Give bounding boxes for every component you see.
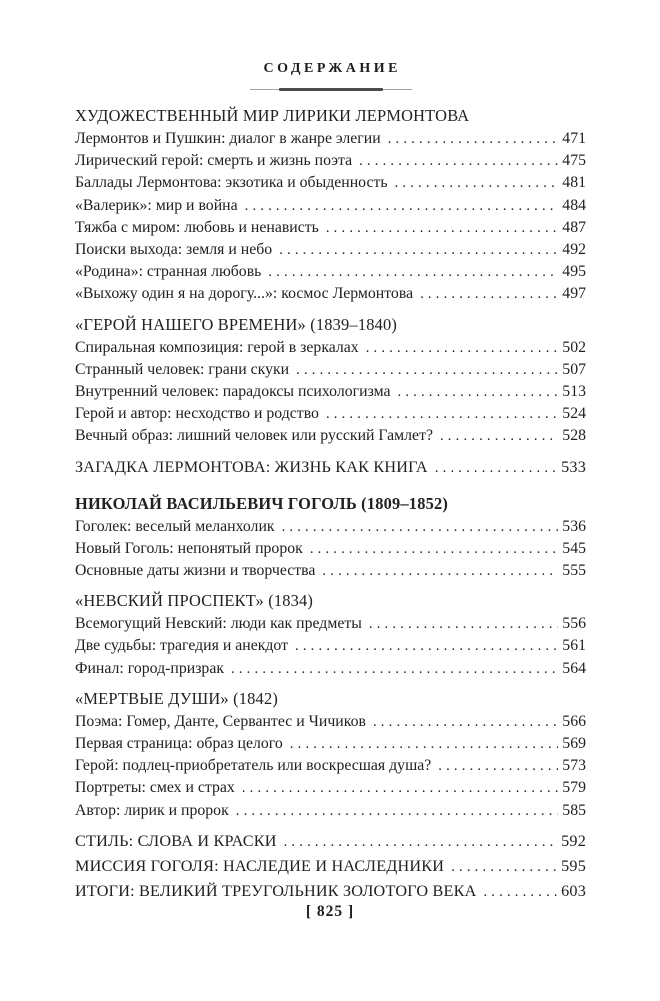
entry-title: Герой и автор: несходство и родство <box>75 405 319 423</box>
entry-title: Автор: лирик и пророк <box>75 801 229 819</box>
dot-leader <box>395 172 559 194</box>
entry-title: «Родина»: странная любовь <box>75 263 262 281</box>
entry-page-number: 561 <box>562 637 586 655</box>
toc-section <box>75 313 586 448</box>
entry-page-number: 564 <box>562 659 586 677</box>
entry-title: Вечный образ: лишний человек или русский Гамлет? <box>75 427 433 445</box>
dot-leader <box>326 217 558 239</box>
entry-title: ИТОГИ: ВЕЛИКИЙ ТРЕУГОЛЬНИК ЗОЛОТОГО ВЕКА <box>75 881 477 900</box>
dot-leader <box>326 403 558 425</box>
toc-entry <box>75 217 586 239</box>
dot-leader <box>290 733 559 755</box>
dot-leader <box>322 560 558 582</box>
entry-page-number: 471 <box>562 130 586 147</box>
dot-leader <box>236 800 559 822</box>
entry-title: Спиральная композиция: герой в зеркалах <box>75 338 359 356</box>
ornament-divider <box>250 88 412 91</box>
dot-leader <box>435 455 557 480</box>
entry-page-number: 495 <box>562 263 586 281</box>
toc-entry <box>75 261 586 283</box>
section-heading: ХУДОЖЕСТВЕННЫЙ МИР ЛИРИКИ ЛЕРМОНТОВА <box>75 106 470 125</box>
toc-entry <box>75 283 586 305</box>
toc-entry <box>75 425 586 447</box>
entry-title: Новый Гоголь: непонятый пророк <box>75 539 303 557</box>
entry-page-number: 533 <box>561 457 586 476</box>
section-heading: «ГЕРОЙ НАШЕГО ВРЕМЕНИ» (1839–1840) <box>75 314 398 334</box>
toc-entry <box>75 403 586 425</box>
dot-leader <box>282 516 559 538</box>
toc-entry <box>75 800 586 822</box>
entry-title: Гоголек: веселый меланхолик <box>75 517 275 535</box>
entry-page-number: 536 <box>562 517 586 535</box>
entry-page-number: 556 <box>562 615 586 633</box>
section-heading: НИКОЛАЙ ВАСИЛЬЕВИЧ ГОГОЛЬ (1809–1852) <box>75 493 449 513</box>
dot-leader <box>420 283 558 305</box>
toc-entry <box>75 733 586 755</box>
entry-page-number: 595 <box>561 856 586 875</box>
dot-leader <box>451 854 557 879</box>
toc-section <box>75 492 586 583</box>
entry-title: Всемогущий Невский: люди как предметы <box>75 615 362 633</box>
entry-page-number: 492 <box>562 241 586 259</box>
dot-leader <box>245 195 559 217</box>
entry-page-number: 573 <box>562 757 586 775</box>
entry-title: Поиски выхода: земля и небо <box>75 241 273 259</box>
entry-title: ЗАГАДКА ЛЕРМОНТОВА: ЖИЗНЬ КАК КНИГА <box>75 457 428 476</box>
dot-leader <box>369 613 558 635</box>
dot-leader <box>483 879 557 904</box>
entry-title: СТИЛЬ: СЛОВА И КРАСКИ <box>75 831 277 850</box>
dot-leader <box>388 128 559 150</box>
divider-thick-rule <box>279 88 383 91</box>
dot-leader <box>284 829 558 854</box>
dot-leader <box>295 635 558 657</box>
entry-title: «Валерик»: мир и война <box>75 196 238 214</box>
entry-title: Лермонтов и Пушкин: диалог в жанре элегии <box>75 130 381 147</box>
entry-page-number: 475 <box>562 152 586 170</box>
entry-title: Герой: подлец-приобретатель или воскресшая душа? <box>75 757 432 775</box>
entry-page-number: 484 <box>562 196 586 214</box>
entry-title: Баллады Лермонтова: экзотика и обыденность <box>75 174 388 192</box>
toc-entry <box>75 658 586 680</box>
toc-entry <box>75 128 586 150</box>
dot-leader <box>373 711 558 733</box>
entry-page-number: 566 <box>562 712 586 730</box>
toc-entry <box>75 195 586 217</box>
toc-entry <box>75 755 586 777</box>
entry-page-number: 592 <box>561 831 586 850</box>
toc-entry <box>75 239 586 261</box>
entry-title: Странный человек: грани скуки <box>75 360 290 378</box>
toc-entry-caps <box>75 854 586 879</box>
section-heading: «НЕВСКИЙ ПРОСПЕКТ» (1834) <box>75 591 314 611</box>
entry-title: Финал: город-призрак <box>75 659 225 677</box>
entry-title: Тяжба с миром: любовь и ненависть <box>75 218 319 236</box>
toc-entry <box>75 359 586 381</box>
dot-leader <box>438 755 558 777</box>
toc-section <box>75 687 586 822</box>
dot-leader <box>310 538 558 560</box>
toc-entry <box>75 711 586 733</box>
entry-page-number: 507 <box>562 360 586 378</box>
entry-page-number: 555 <box>562 562 586 580</box>
toc-entry <box>75 560 586 582</box>
entry-title: Портреты: смех и страх <box>75 779 235 797</box>
toc-entry <box>75 635 586 657</box>
dot-leader <box>242 777 558 799</box>
toc-entry <box>75 613 586 635</box>
entry-page-number: 502 <box>562 338 586 356</box>
entry-title: Основные даты жизни и творчества <box>75 562 316 580</box>
toc-section <box>75 104 586 306</box>
entry-title: Внутренний человек: парадоксы психологизма <box>75 383 391 401</box>
entry-page-number: 528 <box>562 427 586 445</box>
dot-leader <box>366 337 559 359</box>
entry-title: «Выхожу один я на дорогу...»: космос Лермонтова <box>75 285 414 303</box>
entry-page-number: 513 <box>562 383 586 401</box>
entry-page-number: 579 <box>562 779 586 797</box>
toc-entry <box>75 150 586 172</box>
entry-page-number: 569 <box>562 735 586 753</box>
entry-page-number: 481 <box>562 174 586 192</box>
toc-blocks <box>75 104 586 904</box>
toc-entry-caps <box>75 455 586 480</box>
toc-entry-caps <box>75 879 586 904</box>
toc-entry <box>75 516 586 538</box>
dot-leader <box>359 150 558 172</box>
entry-title: Две судьбы: трагедия и анекдот <box>75 637 289 655</box>
dot-leader <box>440 425 558 447</box>
dot-leader <box>231 658 558 680</box>
entry-page-number: 524 <box>562 405 586 423</box>
section-heading: «МЕРТВЫЕ ДУШИ» (1842) <box>75 688 278 708</box>
entry-page-number: 545 <box>562 539 586 557</box>
entry-page-number: 487 <box>562 218 586 236</box>
entry-page-number: 497 <box>562 285 586 303</box>
folio-page-number: [ 825 ] <box>305 903 355 920</box>
toc-entry <box>75 337 586 359</box>
toc-entry <box>75 538 586 560</box>
toc-entry <box>75 777 586 799</box>
entry-page-number: 585 <box>562 801 586 819</box>
toc-section <box>75 589 586 680</box>
dot-leader <box>268 261 558 283</box>
entry-title: Лирический герой: смерть и жизнь поэта <box>75 152 353 170</box>
toc-entry <box>75 381 586 403</box>
dot-leader <box>279 239 558 261</box>
entry-title: МИССИЯ ГОГОЛЯ: НАСЛЕДИЕ И НАСЛЕДНИКИ <box>75 856 445 875</box>
entry-title: Поэма: Гомер, Данте, Сервантес и Чичиков <box>75 712 366 730</box>
toc-entry <box>75 172 586 194</box>
page-title: СОДЕРЖАНИЕ <box>263 61 401 76</box>
toc-entry-caps <box>75 829 586 854</box>
dot-leader <box>398 381 559 403</box>
dot-leader <box>296 359 558 381</box>
entry-title: Первая страница: образ целого <box>75 735 283 753</box>
entry-page-number: 603 <box>561 881 586 900</box>
